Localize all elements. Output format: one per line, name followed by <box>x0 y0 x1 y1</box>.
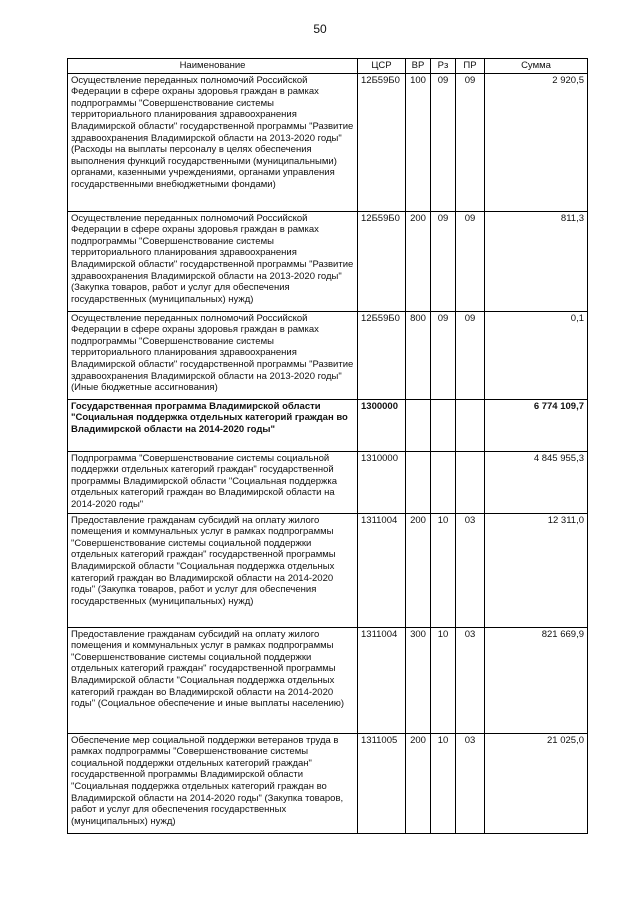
row-vr: 200 <box>406 513 431 627</box>
row-csr: 12Б59Б0 <box>358 73 406 211</box>
row-rz <box>431 399 456 451</box>
table-row <box>68 451 588 513</box>
table-row <box>68 513 588 627</box>
page-number: 50 <box>313 22 327 36</box>
row-vr: 800 <box>406 311 431 399</box>
row-vr: 300 <box>406 627 431 733</box>
row-sum: 821 669,9 <box>485 627 588 733</box>
row-name: Обеспечение мер социальной поддержки ветеранов труда в рамках подпрограммы "Совершенствование системы социальной поддержки отдельных категорий граждан" государственной программы Владимирской области "Социальная поддержка отдельных категорий граждан во Владимирской области на 2014-2020 годы" (Закупка товаров, работ и услуг для обеспечения государственных (муниципальных) нужд) <box>68 733 358 833</box>
row-name: Осуществление переданных полномочий Российской Федерации в сфере охраны здоровья граждан в рамках подпрограммы "Совершенствование системы территориального планирования здравоохранения Владимирской области" государственной программы "Развитие здравоохранения Владимирской области на 2013-2020 годы" (Иные бюджетные ассигнования) <box>68 311 358 399</box>
table-row <box>68 733 588 833</box>
row-pr: 03 <box>456 513 485 627</box>
row-pr <box>456 399 485 451</box>
header-rz: Рз <box>431 59 456 74</box>
row-rz: 10 <box>431 513 456 627</box>
row-pr: 09 <box>456 311 485 399</box>
row-rz: 09 <box>431 211 456 311</box>
row-pr: 09 <box>456 211 485 311</box>
row-name: Осуществление переданных полномочий Российской Федерации в сфере охраны здоровья граждан в рамках подпрограммы "Совершенствование системы территориального планирования здравоохранения Владимирской области" государственной программы "Развитие здравоохранения Владимирской области на 2013-2020 годы" (Закупка товаров, работ и услуг для обеспечения государственных (муниципальных) нужд) <box>68 211 358 311</box>
row-rz: 09 <box>431 73 456 211</box>
table-row <box>68 311 588 399</box>
row-vr: 100 <box>406 73 431 211</box>
row-sum: 12 311,0 <box>485 513 588 627</box>
row-name: Подпрограмма "Совершенствование системы социальной поддержки отдельных категорий граждан" государственной программы Владимирской области "Социальная поддержка отдельных категорий граждан во Владимирской области на 2014-2020 годы" <box>68 451 358 513</box>
header-vr: ВР <box>406 59 431 74</box>
row-vr <box>406 399 431 451</box>
row-rz: 09 <box>431 311 456 399</box>
row-sum: 4 845 955,3 <box>485 451 588 513</box>
row-pr <box>456 451 485 513</box>
row-csr: 12Б59Б0 <box>358 211 406 311</box>
table-row <box>68 399 588 451</box>
row-name: Осуществление переданных полномочий Российской Федерации в сфере охраны здоровья граждан в рамках подпрограммы "Совершенствование системы территориального планирования здравоохранения Владимирской области" государственной программы "Развитие здравоохранения Владимирской области на 2013-2020 годы" (Расходы на выплаты персоналу в целях обеспечения выполнения функций государственными (муниципальными) органами, казенными учреждениями, органами управления государственными внебюджетными фондами) <box>68 73 358 211</box>
row-pr: 03 <box>456 733 485 833</box>
row-pr: 03 <box>456 627 485 733</box>
row-name: Предоставление гражданам субсидий на оплату жилого помещения и коммунальных услуг в рамках подпрограммы "Совершенствование системы социальной поддержки отдельных категорий граждан" государственной программы Владимирской области "Социальная поддержка отдельных категорий граждан во Владимирской области на 2014-2020 годы" (Закупка товаров, работ и услуг для обеспечения государственных (муниципальных) нужд) <box>68 513 358 627</box>
row-vr <box>406 451 431 513</box>
row-name: Предоставление гражданам субсидий на оплату жилого помещения и коммунальных услуг в рамках подпрограммы "Совершенствование системы социальной поддержки отдельных категорий граждан" государственной программы Владимирской области "Социальная поддержка отдельных категорий граждан во Владимирской области на 2014-2020 годы" (Социальное обеспечение и иные выплаты населению) <box>68 627 358 733</box>
table-row <box>68 627 588 733</box>
row-csr: 1311004 <box>358 513 406 627</box>
header-csr: ЦСР <box>358 59 406 74</box>
row-pr: 09 <box>456 73 485 211</box>
row-sum: 2 920,5 <box>485 73 588 211</box>
header-name: Наименование <box>68 59 358 74</box>
row-name: Государственная программа Владимирской области "Социальная поддержка отдельных категорий граждан во Владимирской области на 2014-2020 годы" <box>68 399 358 451</box>
row-rz: 10 <box>431 733 456 833</box>
row-csr: 1311005 <box>358 733 406 833</box>
row-rz: 10 <box>431 627 456 733</box>
table-row <box>68 73 588 211</box>
row-vr: 200 <box>406 733 431 833</box>
table-row <box>68 211 588 311</box>
row-csr: 1300000 <box>358 399 406 451</box>
row-vr: 200 <box>406 211 431 311</box>
header-pr: ПР <box>456 59 485 74</box>
row-sum: 811,3 <box>485 211 588 311</box>
table-header-row <box>68 59 588 74</box>
row-sum: 6 774 109,7 <box>485 399 588 451</box>
row-sum: 0,1 <box>485 311 588 399</box>
row-sum: 21 025,0 <box>485 733 588 833</box>
row-csr: 12Б59Б0 <box>358 311 406 399</box>
row-csr: 1311004 <box>358 627 406 733</box>
row-rz <box>431 451 456 513</box>
row-csr: 1310000 <box>358 451 406 513</box>
header-sum: Сумма <box>485 59 588 74</box>
budget-table <box>67 58 588 834</box>
